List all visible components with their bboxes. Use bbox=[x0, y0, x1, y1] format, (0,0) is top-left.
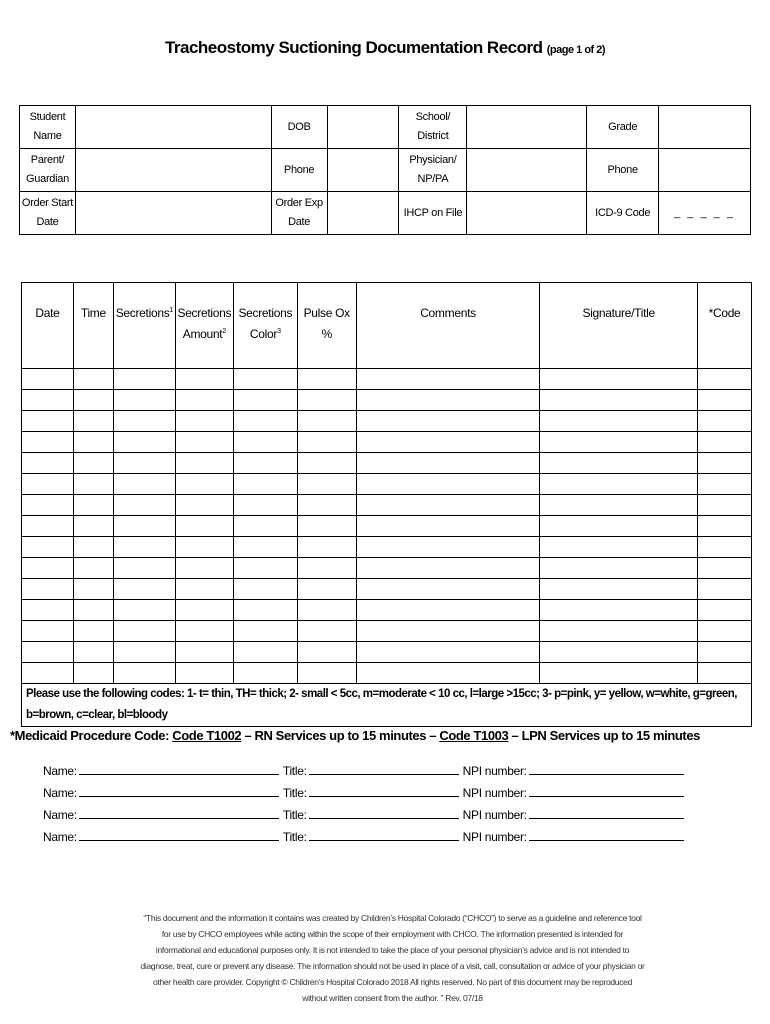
log-cell[interactable] bbox=[22, 663, 74, 684]
phone-label: Phone bbox=[271, 149, 327, 192]
log-cell[interactable] bbox=[233, 453, 297, 474]
title-line[interactable] bbox=[309, 829, 459, 841]
col-secretions bbox=[113, 283, 175, 369]
name-line[interactable] bbox=[79, 763, 279, 775]
log-cell[interactable] bbox=[540, 495, 698, 516]
log-cell[interactable] bbox=[175, 474, 233, 495]
log-cell[interactable] bbox=[175, 663, 233, 684]
order-exp-label: Order Exp Date bbox=[271, 192, 327, 235]
title-line[interactable] bbox=[309, 763, 459, 775]
log-cell[interactable] bbox=[540, 411, 698, 432]
log-cell[interactable] bbox=[698, 600, 752, 621]
log-cell[interactable] bbox=[540, 663, 698, 684]
log-cell[interactable] bbox=[233, 390, 297, 411]
medicaid-suffix: – LPN Services up to 15 minutes bbox=[511, 728, 700, 743]
col-code: *Code bbox=[698, 283, 752, 369]
codes-text: 1- t= thin, TH= thick; 2- small < 5cc, m=moderate < 10 cc, l=large >15cc; 3- p=pink, y= yellow, w=white, g=green, b=brown, c=clear, bl=bloody bbox=[26, 688, 737, 721]
log-cell[interactable] bbox=[113, 369, 175, 390]
log-cell[interactable] bbox=[73, 411, 113, 432]
log-cell[interactable] bbox=[233, 432, 297, 453]
log-cell[interactable] bbox=[698, 390, 752, 411]
log-cell[interactable] bbox=[297, 558, 356, 579]
npi-line[interactable] bbox=[529, 807, 684, 819]
student-name-field[interactable] bbox=[75, 106, 271, 149]
log-cell[interactable] bbox=[233, 411, 297, 432]
title-line[interactable] bbox=[309, 785, 459, 797]
page-title bbox=[0, 38, 770, 58]
log-cell[interactable] bbox=[698, 663, 752, 684]
npi-label: NPI number: bbox=[462, 830, 527, 844]
school-district-field[interactable] bbox=[467, 106, 587, 149]
log-cell[interactable] bbox=[540, 537, 698, 558]
order-start-label: Order Start Date bbox=[20, 192, 76, 235]
log-cell[interactable] bbox=[540, 642, 698, 663]
log-cell[interactable] bbox=[698, 495, 752, 516]
table-row bbox=[22, 369, 752, 390]
log-cell[interactable] bbox=[540, 516, 698, 537]
log-cell[interactable] bbox=[356, 369, 540, 390]
log-cell[interactable] bbox=[698, 579, 752, 600]
col-secretions-amount-text: Secretions Amount bbox=[177, 306, 232, 341]
sup-2: 2 bbox=[222, 328, 226, 335]
table-row bbox=[22, 579, 752, 600]
copyright-footer: “This document and the information it contains was created by Children’s Hospital Colorado (“CHCO”) to serve as a guideline and reference tool for use by CHCO employees while acting within the scope of their employment with CHCO. The information presented is intended for informational and educational purposes only. It is not intended to take the place of your personal physician’s advice and is not intended to diagnose, treat, cure or prevent any disease. The information should not be used in place of a visit, call, consultation or advice of your physician or other health care provider. Copyright © Children’s Hospital Colorado 2018 All rights reserved. No part of this document may be reproduced without written consent from the author. ” Rev. 07/18 bbox=[140, 913, 645, 1003]
log-cell[interactable] bbox=[540, 390, 698, 411]
log-cell[interactable] bbox=[22, 579, 74, 600]
log-cell[interactable] bbox=[73, 369, 113, 390]
table-row bbox=[22, 453, 752, 474]
log-cell[interactable] bbox=[698, 432, 752, 453]
title-page-indicator: (page 1 of 2) bbox=[546, 44, 606, 56]
codes-label: Please use the following codes: bbox=[26, 688, 185, 700]
col-secretions-color-text: Secretions Color bbox=[238, 306, 293, 341]
signature-row bbox=[43, 829, 688, 844]
log-cell[interactable] bbox=[73, 642, 113, 663]
log-cell[interactable] bbox=[22, 495, 74, 516]
log-cell[interactable] bbox=[113, 663, 175, 684]
log-cell[interactable] bbox=[233, 369, 297, 390]
physician-field[interactable] bbox=[467, 149, 587, 192]
log-cell[interactable] bbox=[73, 600, 113, 621]
log-cell[interactable] bbox=[233, 558, 297, 579]
log-cell[interactable] bbox=[297, 495, 356, 516]
student-name-label: Student Name bbox=[20, 106, 76, 149]
codes-legend bbox=[22, 684, 752, 727]
log-cell[interactable] bbox=[233, 495, 297, 516]
log-cell[interactable] bbox=[73, 579, 113, 600]
log-cell[interactable] bbox=[22, 516, 74, 537]
log-cell[interactable] bbox=[113, 390, 175, 411]
title-main: Tracheostomy Suctioning Documentation Record bbox=[164, 38, 543, 57]
log-body bbox=[22, 369, 752, 684]
log-cell[interactable] bbox=[175, 453, 233, 474]
order-start-field[interactable] bbox=[75, 192, 271, 235]
sup-3: 3 bbox=[277, 328, 281, 335]
title-label: Title: bbox=[282, 808, 307, 822]
log-cell[interactable] bbox=[22, 474, 74, 495]
table-row bbox=[22, 390, 752, 411]
log-cell[interactable] bbox=[175, 390, 233, 411]
log-cell[interactable] bbox=[113, 453, 175, 474]
log-cell[interactable] bbox=[73, 453, 113, 474]
log-cell[interactable] bbox=[73, 663, 113, 684]
log-cell[interactable] bbox=[73, 516, 113, 537]
signature-row bbox=[43, 785, 688, 800]
log-cell[interactable] bbox=[22, 621, 74, 642]
table-row bbox=[22, 600, 752, 621]
log-cell[interactable] bbox=[297, 600, 356, 621]
log-cell[interactable] bbox=[297, 579, 356, 600]
log-cell[interactable] bbox=[297, 537, 356, 558]
log-cell[interactable] bbox=[73, 474, 113, 495]
ihcp-label: IHCP on File bbox=[399, 192, 467, 235]
log-cell[interactable] bbox=[297, 621, 356, 642]
log-cell[interactable] bbox=[356, 537, 540, 558]
log-cell[interactable] bbox=[356, 474, 540, 495]
log-cell[interactable] bbox=[113, 642, 175, 663]
col-comments: Comments bbox=[356, 283, 540, 369]
log-cell[interactable] bbox=[297, 453, 356, 474]
physician-phone-label: Phone bbox=[587, 149, 659, 192]
title-line[interactable] bbox=[309, 807, 459, 819]
log-cell[interactable] bbox=[22, 537, 74, 558]
log-cell[interactable] bbox=[22, 642, 74, 663]
log-cell[interactable] bbox=[356, 432, 540, 453]
log-cell[interactable] bbox=[113, 600, 175, 621]
dob-label: DOB bbox=[271, 106, 327, 149]
log-cell[interactable] bbox=[540, 600, 698, 621]
grade-field[interactable] bbox=[659, 106, 751, 149]
medicaid-mid: – RN Services up to 15 minutes – bbox=[244, 728, 437, 743]
log-cell[interactable] bbox=[540, 621, 698, 642]
table-row bbox=[22, 558, 752, 579]
log-cell[interactable] bbox=[233, 600, 297, 621]
log-cell[interactable] bbox=[113, 579, 175, 600]
log-cell[interactable] bbox=[297, 369, 356, 390]
name-label: Name: bbox=[43, 764, 77, 778]
signature-row bbox=[43, 807, 688, 822]
icd9-field[interactable] bbox=[659, 192, 751, 235]
log-cell[interactable] bbox=[113, 411, 175, 432]
log-cell[interactable] bbox=[175, 642, 233, 663]
log-cell[interactable] bbox=[356, 558, 540, 579]
suction-log-table bbox=[21, 282, 752, 727]
npi-label: NPI number: bbox=[462, 764, 527, 778]
log-cell[interactable] bbox=[233, 579, 297, 600]
log-cell[interactable] bbox=[175, 432, 233, 453]
log-cell[interactable] bbox=[356, 495, 540, 516]
ihcp-field[interactable] bbox=[467, 192, 587, 235]
log-cell[interactable] bbox=[175, 516, 233, 537]
name-line[interactable] bbox=[79, 829, 279, 841]
log-cell[interactable] bbox=[113, 558, 175, 579]
col-secretions-color bbox=[233, 283, 297, 369]
log-cell[interactable] bbox=[297, 432, 356, 453]
log-cell[interactable] bbox=[73, 558, 113, 579]
log-cell[interactable] bbox=[113, 474, 175, 495]
log-cell[interactable] bbox=[73, 390, 113, 411]
log-cell[interactable] bbox=[297, 390, 356, 411]
log-cell[interactable] bbox=[233, 642, 297, 663]
log-cell[interactable] bbox=[356, 579, 540, 600]
physician-label: Physician/ NP/PA bbox=[399, 149, 467, 192]
name-line[interactable] bbox=[79, 785, 279, 797]
table-row bbox=[22, 663, 752, 684]
log-cell[interactable] bbox=[22, 600, 74, 621]
log-cell[interactable] bbox=[540, 432, 698, 453]
table-row bbox=[22, 516, 752, 537]
log-cell[interactable] bbox=[22, 369, 74, 390]
log-cell[interactable] bbox=[175, 600, 233, 621]
signature-row bbox=[43, 763, 688, 778]
npi-line[interactable] bbox=[529, 763, 684, 775]
log-cell[interactable] bbox=[22, 390, 74, 411]
log-cell[interactable] bbox=[22, 558, 74, 579]
log-cell[interactable] bbox=[113, 516, 175, 537]
table-row bbox=[22, 621, 752, 642]
log-cell[interactable] bbox=[356, 453, 540, 474]
physician-phone-field[interactable] bbox=[659, 149, 751, 192]
log-cell[interactable] bbox=[175, 558, 233, 579]
log-cell[interactable] bbox=[297, 474, 356, 495]
log-cell[interactable] bbox=[540, 474, 698, 495]
log-cell[interactable] bbox=[698, 411, 752, 432]
log-cell[interactable] bbox=[356, 600, 540, 621]
npi-line[interactable] bbox=[529, 785, 684, 797]
table-row bbox=[22, 432, 752, 453]
parent-guardian-field[interactable] bbox=[75, 149, 271, 192]
log-cell[interactable] bbox=[113, 537, 175, 558]
log-cell[interactable] bbox=[175, 495, 233, 516]
npi-label: NPI number: bbox=[462, 808, 527, 822]
student-info-table bbox=[19, 105, 751, 235]
log-cell[interactable] bbox=[540, 453, 698, 474]
log-cell[interactable] bbox=[356, 663, 540, 684]
log-cell[interactable] bbox=[113, 432, 175, 453]
log-cell[interactable] bbox=[356, 621, 540, 642]
log-cell[interactable] bbox=[698, 369, 752, 390]
title-label: Title: bbox=[282, 786, 307, 800]
log-cell[interactable] bbox=[22, 411, 74, 432]
log-cell[interactable] bbox=[698, 474, 752, 495]
log-cell[interactable] bbox=[113, 621, 175, 642]
log-cell[interactable] bbox=[698, 642, 752, 663]
log-cell[interactable] bbox=[175, 579, 233, 600]
medicaid-code-lpn: Code T1003 bbox=[439, 728, 509, 743]
table-row bbox=[22, 495, 752, 516]
name-label: Name: bbox=[43, 808, 77, 822]
npi-line[interactable] bbox=[529, 829, 684, 841]
medicaid-code-rn: Code T1002 bbox=[172, 728, 242, 743]
log-cell[interactable] bbox=[22, 432, 74, 453]
log-cell[interactable] bbox=[175, 537, 233, 558]
parent-guardian-label: Parent/ Guardian bbox=[20, 149, 76, 192]
name-line[interactable] bbox=[79, 807, 279, 819]
title-label: Title: bbox=[282, 764, 307, 778]
log-cell[interactable] bbox=[356, 390, 540, 411]
name-label: Name: bbox=[43, 830, 77, 844]
log-cell[interactable] bbox=[73, 432, 113, 453]
log-cell[interactable] bbox=[698, 453, 752, 474]
icd9-label: ICD-9 Code bbox=[587, 192, 659, 235]
col-secretions-text: Secretions bbox=[115, 306, 170, 320]
phone-field[interactable] bbox=[327, 149, 399, 192]
name-label: Name: bbox=[43, 786, 77, 800]
log-cell[interactable] bbox=[233, 663, 297, 684]
log-cell[interactable] bbox=[540, 369, 698, 390]
table-row bbox=[22, 537, 752, 558]
log-cell[interactable] bbox=[233, 516, 297, 537]
col-date: Date bbox=[22, 283, 74, 369]
log-cell[interactable] bbox=[113, 495, 175, 516]
log-cell[interactable] bbox=[233, 621, 297, 642]
log-cell[interactable] bbox=[698, 516, 752, 537]
log-cell[interactable] bbox=[73, 495, 113, 516]
log-cell[interactable] bbox=[297, 411, 356, 432]
dob-field[interactable] bbox=[327, 106, 399, 149]
medicaid-code-line bbox=[0, 728, 710, 743]
log-cell[interactable] bbox=[73, 621, 113, 642]
log-cell[interactable] bbox=[356, 411, 540, 432]
col-time: Time bbox=[73, 283, 113, 369]
log-cell[interactable] bbox=[356, 516, 540, 537]
npi-label: NPI number: bbox=[462, 786, 527, 800]
log-cell[interactable] bbox=[540, 579, 698, 600]
log-cell[interactable] bbox=[73, 537, 113, 558]
log-cell[interactable] bbox=[175, 621, 233, 642]
grade-label: Grade bbox=[587, 106, 659, 149]
log-cell[interactable] bbox=[698, 558, 752, 579]
log-cell[interactable] bbox=[22, 453, 74, 474]
col-pulse-ox: Pulse Ox % bbox=[297, 283, 356, 369]
col-secretions-amount bbox=[175, 283, 233, 369]
log-cell[interactable] bbox=[233, 537, 297, 558]
table-row bbox=[22, 411, 752, 432]
log-cell[interactable] bbox=[175, 369, 233, 390]
medicaid-prefix: *Medicaid Procedure Code: bbox=[9, 728, 170, 743]
log-cell[interactable] bbox=[698, 621, 752, 642]
school-district-label: School/ District bbox=[399, 106, 467, 149]
log-cell[interactable] bbox=[297, 516, 356, 537]
col-signature: Signature/Title bbox=[540, 283, 698, 369]
icd9-dashes: _ _ _ _ _ bbox=[674, 206, 735, 219]
table-row bbox=[22, 474, 752, 495]
table-row bbox=[22, 642, 752, 663]
title-label: Title: bbox=[282, 830, 307, 844]
log-cell[interactable] bbox=[297, 663, 356, 684]
sup-1: 1 bbox=[169, 307, 173, 314]
log-cell[interactable] bbox=[356, 642, 540, 663]
log-cell[interactable] bbox=[297, 642, 356, 663]
log-cell[interactable] bbox=[233, 474, 297, 495]
log-cell[interactable] bbox=[175, 411, 233, 432]
log-cell[interactable] bbox=[540, 558, 698, 579]
order-exp-field[interactable] bbox=[327, 192, 399, 235]
log-cell[interactable] bbox=[698, 537, 752, 558]
